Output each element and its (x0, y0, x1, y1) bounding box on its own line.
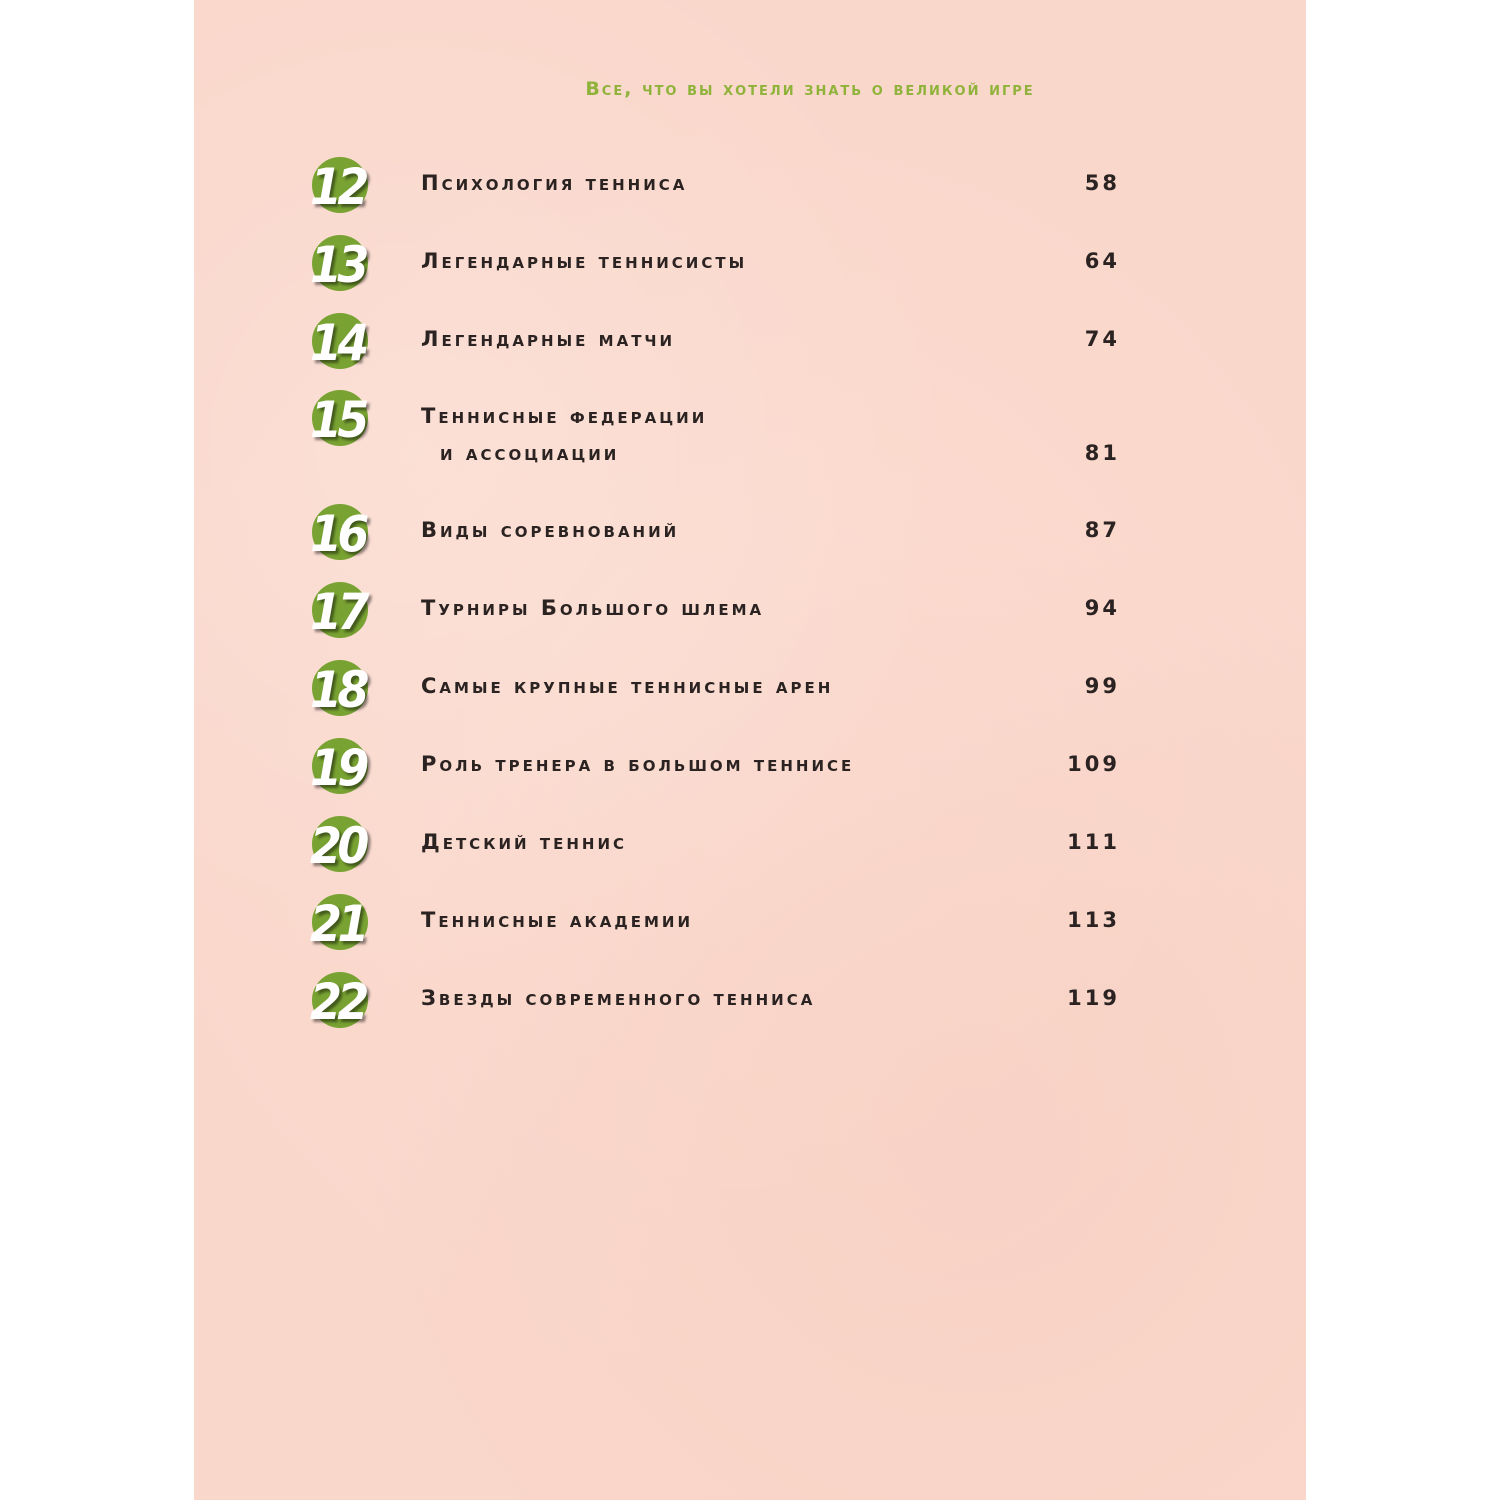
chapter-badge (312, 313, 374, 375)
chapter-number: 21 (310, 895, 365, 953)
chapter-title: Турниры Большого шлема (421, 596, 765, 620)
toc-entry-22[interactable] (194, 972, 1306, 1042)
chapter-badge (312, 235, 374, 297)
page-number: 94 (1084, 596, 1120, 620)
chapter-title: Виды соревнований (421, 518, 680, 542)
toc-entry-18[interactable] (194, 660, 1306, 730)
chapter-number: 17 (310, 583, 365, 641)
chapter-title: Детский теннис (421, 830, 628, 854)
page-number: 119 (1067, 986, 1120, 1010)
toc-entry-14[interactable] (194, 313, 1306, 383)
chapter-number: 12 (310, 158, 365, 216)
toc-entry-19[interactable] (194, 738, 1306, 808)
chapter-number: 19 (310, 739, 365, 797)
chapter-badge (312, 504, 374, 566)
chapter-badge (312, 660, 374, 722)
chapter-number: 16 (310, 505, 365, 563)
page-number: 111 (1067, 830, 1120, 854)
chapter-title: Роль тренера в большом теннисе (421, 752, 855, 776)
chapter-title: Легендарные матчи (421, 327, 676, 351)
page-number: 87 (1084, 518, 1120, 542)
page (194, 0, 1306, 1500)
chapter-badge (312, 157, 374, 219)
chapter-title-line2: и ассоциации (440, 441, 620, 465)
page-number: 81 (1084, 441, 1120, 465)
page-number: 99 (1084, 674, 1120, 698)
chapter-number: 18 (310, 661, 365, 719)
chapter-number: 14 (310, 314, 365, 372)
chapter-badge (312, 582, 374, 644)
chapter-title: Теннисные академии (421, 908, 694, 932)
chapter-number: 15 (310, 391, 365, 449)
chapter-badge (312, 972, 374, 1034)
table-of-contents (194, 0, 1306, 1500)
running-header: Все, что вы хотели знать о великой игре (585, 78, 1035, 100)
page-number: 109 (1067, 752, 1120, 776)
toc-entry-16[interactable] (194, 504, 1306, 574)
toc-entry-20[interactable] (194, 816, 1306, 886)
toc-entry-12[interactable] (194, 157, 1306, 227)
chapter-title: Самые крупные теннисные арен (421, 674, 834, 698)
page-number: 74 (1084, 327, 1120, 351)
toc-entry-13[interactable] (194, 235, 1306, 305)
chapter-number: 13 (310, 236, 365, 294)
chapter-number: 20 (310, 817, 365, 875)
toc-entry-21[interactable] (194, 894, 1306, 964)
chapter-title: Психология тенниса (421, 171, 688, 195)
chapter-number: 22 (310, 973, 365, 1031)
chapter-title: Легендарные теннисисты (421, 249, 748, 273)
chapter-badge (312, 738, 374, 800)
chapter-badge (312, 894, 374, 956)
toc-entry-15[interactable] (194, 390, 1306, 490)
page-number: 58 (1084, 171, 1120, 195)
chapter-badge (312, 816, 374, 878)
page-number: 113 (1067, 908, 1120, 932)
chapter-badge (312, 390, 374, 452)
page-number: 64 (1084, 249, 1120, 273)
chapter-title: Звезды современного тенниса (421, 986, 816, 1010)
chapter-title: Теннисные федерации (421, 404, 708, 428)
toc-entry-17[interactable] (194, 582, 1306, 652)
